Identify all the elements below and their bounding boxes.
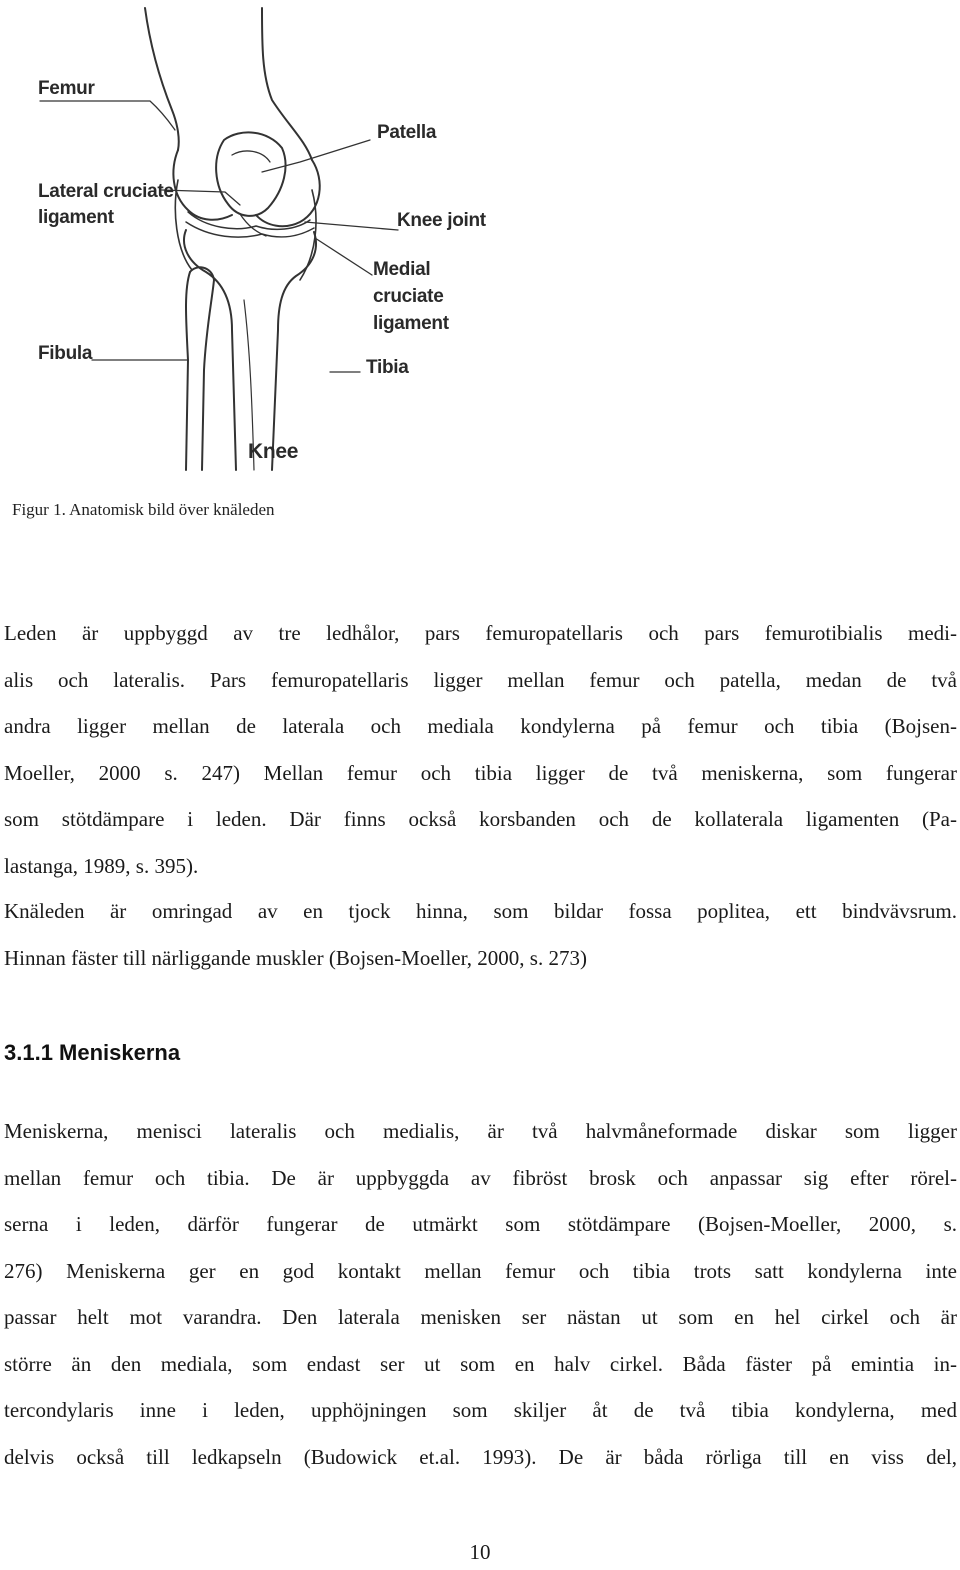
patella-shape xyxy=(216,132,285,215)
label-lateral-cruciate-1: Lateral cruciate xyxy=(38,181,174,202)
knee-anatomy-figure xyxy=(0,0,960,480)
label-medial-3: ligament xyxy=(373,313,449,334)
text-line: mellan femur och tibia. De är uppbyggda av fibröst brosk och anpassar sig efter rörel- xyxy=(4,1165,957,1190)
text-line: alis och lateralis. Pars femuropatellaris ligger mellan femur och patella, medan de två xyxy=(4,667,957,692)
text-line: Hinnan fäster till närliggande muskler (Bojsen-Moeller, 2000, s. 273) xyxy=(4,945,587,970)
fibula-right-edge xyxy=(190,267,214,470)
tibia-left-edge xyxy=(184,230,236,470)
text-line: passar helt mot varandra. Den laterala menisken ser nästan ut som en hel cirkel och är xyxy=(4,1305,957,1329)
label-medial-2: cruciate xyxy=(373,286,444,307)
section-heading: 3.1.1 Meniskerna xyxy=(4,1040,181,1065)
label-medial-1: Medial xyxy=(373,259,431,280)
text-line: Leden är uppbyggd av tre ledhålor, pars femuropatellaris och pars femurotibialis medi- xyxy=(4,621,957,645)
text-line: Knäleden är omringad av en tjock hinna, som bildar fossa poplitea, ett bindvävsrum. xyxy=(4,899,957,923)
lateral-condyle xyxy=(173,150,232,220)
text-line: större än den mediala, som endast ser ut som en halv cirkel. Båda fäster på emintia in- xyxy=(4,1351,957,1376)
figure-caption: Figur 1. Anatomisk bild över knäleden xyxy=(12,500,275,519)
label-patella: Patella xyxy=(377,122,437,143)
page-number: 10 xyxy=(469,1540,491,1564)
text-line: 276) Meniskerna ger en god kontakt mellan femur och tibia trots satt kondylerna inte xyxy=(4,1258,957,1283)
text-line: Meniskerna, menisci lateralis och medialis, är två halvmåneformade diskar som ligger xyxy=(4,1119,957,1143)
text-line: som stötdämpare i leden. Där finns också korsbanden och de kollaterala ligamenten (Pa- xyxy=(4,807,957,831)
fibula-left-edge xyxy=(186,272,190,470)
label-lateral-cruciate-2: ligament xyxy=(38,207,114,228)
label-knee: Knee xyxy=(248,440,299,463)
text-line: andra ligger mellan de laterala och mediala kondylerna på femur och tibia (Bojsen- xyxy=(4,714,957,738)
paragraph-2 xyxy=(4,888,957,981)
text-line: serna i leden, därför fungerar de utmärkt som stötdämpare (Bojsen-Moeller, 2000, s. xyxy=(4,1212,957,1236)
tibia-right-edge xyxy=(272,232,316,470)
text-line: delvis också till ledkapseln (Budowick et.al. 1993). De är båda rörliga till en viss del, xyxy=(4,1444,957,1469)
paragraph-3 xyxy=(4,1108,957,1480)
label-femur: Femur xyxy=(38,78,95,99)
paragraph-1 xyxy=(4,610,957,889)
text-line: Moeller, 2000 s. 247) Mellan femur och tibia ligger de två meniskerna, som fungerar xyxy=(4,760,957,785)
knee-illustration xyxy=(0,0,960,480)
label-knee-joint: Knee joint xyxy=(397,210,486,231)
label-tibia: Tibia xyxy=(366,357,409,378)
text-line: lastanga, 1989, s. 395). xyxy=(4,853,199,878)
medial-condyle xyxy=(256,160,320,226)
text-line: tercondylaris inne i leden, upphöjningen som skiljer åt de två tibia kondylerna, med xyxy=(4,1398,957,1422)
label-fibula: Fibula xyxy=(38,343,93,364)
